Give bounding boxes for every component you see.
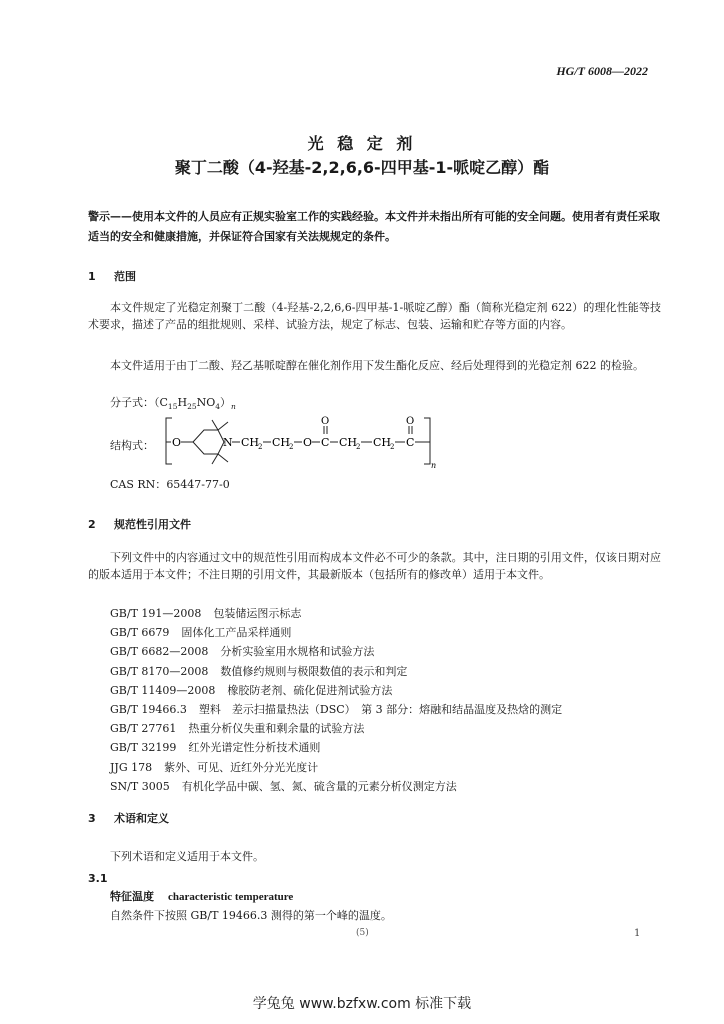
footer-watermark[interactable]: 学兔兔 www.bzfxw.com 标准下载 (252, 996, 472, 1012)
reference-code: JJG 178 (110, 760, 153, 774)
formula-n: n (231, 402, 236, 411)
sub-2-b: 2 (289, 443, 294, 451)
reference-item (110, 739, 320, 755)
term-definition: 自然条件下按照 GB/T 19466.3 测得的第一个峰的温度。 (110, 909, 392, 922)
group-ch2-b: CH (272, 436, 291, 449)
references-intro: 下列文件中的内容通过文中的规范性引用而构成本文件必不可少的条款。其中，注日期的引用文件，仅该日期对应的版本适用于本文件；不注日期的引用文件，其最新版本（包括所有的修改单）适用于本文件。 (88, 551, 661, 582)
reference-title: 包装储运图示标志 (213, 607, 302, 620)
methyl-4 (218, 454, 228, 462)
atom-c2: C (406, 436, 415, 449)
reference-item (110, 643, 374, 659)
reference-title: 固体化工产品采样通则 (181, 626, 292, 640)
reference-title: 有机化学品中碳、氢、氮、硫含量的元素分析仪测定方法 (181, 779, 457, 793)
reference-title: 塑料 差示扫描量热法（DSC） 第 3 部分：熔融和结晶温度及热焓的测定 (198, 703, 563, 716)
reference-title: 橡胶防老剂、硫化促进剂试验方法 (227, 683, 393, 697)
document-title-line2: 聚丁二酸（4-羟基-2,2,6,6-四甲基-1-哌啶乙醇）酯 (174, 158, 550, 177)
reference-item (110, 778, 457, 794)
atom-c1: C (321, 436, 330, 449)
reference-title: 紫外、可见、近红外分光光度计 (164, 760, 319, 774)
standard-code: HG/T 6008—2022 (556, 64, 648, 78)
group-ch2-c: CH (339, 436, 358, 449)
formula-close: ） (220, 396, 232, 409)
atom-n: N (223, 436, 233, 449)
term-number: 3.1 (88, 872, 108, 885)
reference-item (110, 663, 407, 679)
section-2-heading (88, 516, 191, 532)
reference-code: GB/T 32199 (110, 741, 177, 755)
reference-title: 数值修约规则与极限数值的表示和判定 (220, 664, 408, 678)
terms-intro: 下列术语和定义适用于本文件。 (110, 850, 264, 863)
cas-value: 65447-77-0 (166, 478, 230, 491)
safety-warning: 警示——使用本文件的人员应有正规实验室工作的实践经验。本文件并未指出所有可能的安全问题。使用者有责任采取适当的安全和健康措施，并保证符合国家有关法规规定的条件。 (88, 210, 660, 243)
sub-2-d: 2 (390, 443, 395, 451)
reference-code: GB/T 19466.3 (110, 703, 187, 716)
reference-code: GB/T 11409—2008 (110, 683, 216, 697)
reference-code: GB/T 8170—2008 (110, 664, 209, 678)
term-english: characteristic temperature (168, 891, 294, 903)
section-3-heading (88, 810, 169, 826)
term-chinese: 特征温度 (110, 890, 154, 903)
section-number: 2 (88, 518, 96, 531)
reference-item (110, 701, 562, 717)
scope-paragraph-2: 本文件适用于由丁二酸、羟乙基哌啶醇在催化剂作用下发生酯化反应、经后处理得到的光稳定剂 622 的检验。 (110, 359, 644, 372)
section-title: 规范性引用文件 (114, 518, 191, 531)
page-number: 1 (634, 928, 641, 939)
structure-label: 结构式： (110, 439, 154, 452)
document-title-line1: 光 稳 定 剂 (307, 134, 417, 153)
atom-o1: O (172, 436, 182, 449)
group-ch2-d: CH (373, 436, 392, 449)
atom-o-top2: O (406, 416, 415, 427)
section-title: 术语和定义 (114, 812, 169, 825)
scope-paragraph-1: 本文件规定了光稳定剂聚丁二酸（4-羟基-2,2,6,6-四甲基-1-哌啶乙醇）酯（简称光稳定剂 622）的理化性能等技术要求，描述了产品的组批规则、采样、试验方法，规定了标志、包装、运输和贮存等方面的内容。 (88, 301, 661, 332)
reference-item (110, 605, 301, 621)
section-number: 1 (88, 270, 96, 283)
reference-title: 分析实验室用水规格和试验方法 (220, 645, 375, 659)
sub-2-c: 2 (356, 443, 361, 451)
term-entry (110, 888, 293, 904)
formula-h: H (177, 396, 188, 409)
reference-item (110, 624, 291, 640)
sub-2-a: 2 (258, 443, 263, 451)
formula-label: 分子式： (110, 396, 154, 409)
reference-code: GB/T 191—2008 (110, 607, 202, 620)
reference-item (110, 682, 392, 698)
reference-title: 红外光谱定性分析技术通则 (188, 741, 321, 755)
reference-item (110, 720, 364, 736)
piperidine-ring (193, 430, 224, 454)
atom-o2: O (303, 436, 313, 449)
source-mark: (5) (356, 928, 369, 938)
formula-c-count: 15 (167, 402, 178, 411)
formula-no: NO (196, 396, 216, 409)
reference-item (110, 759, 318, 775)
cas-number (110, 476, 230, 492)
reference-code: SN/T 3005 (110, 779, 170, 793)
right-bracket (424, 418, 430, 464)
structural-formula-diagram (160, 410, 450, 470)
reference-code: GB/T 27761 (110, 722, 177, 736)
section-1-heading (88, 268, 136, 284)
section-number: 3 (88, 812, 96, 825)
reference-code: GB/T 6679 (110, 626, 170, 640)
cas-label: CAS RN： (110, 478, 167, 491)
formula-h-count: 25 (187, 402, 197, 411)
group-ch2-a: CH (241, 436, 260, 449)
reference-code: GB/T 6682—2008 (110, 645, 209, 659)
reference-title: 热重分析仪失重和剩余量的试验方法 (188, 722, 365, 736)
section-title: 范围 (114, 270, 136, 283)
repeat-n: n (431, 461, 437, 470)
formula-open: （C (154, 396, 168, 409)
methyl-3 (212, 454, 218, 464)
formula-o-count: 4 (215, 402, 221, 411)
atom-o-top1: O (321, 416, 330, 427)
methyl-2 (218, 422, 228, 430)
methyl-1 (212, 420, 218, 430)
